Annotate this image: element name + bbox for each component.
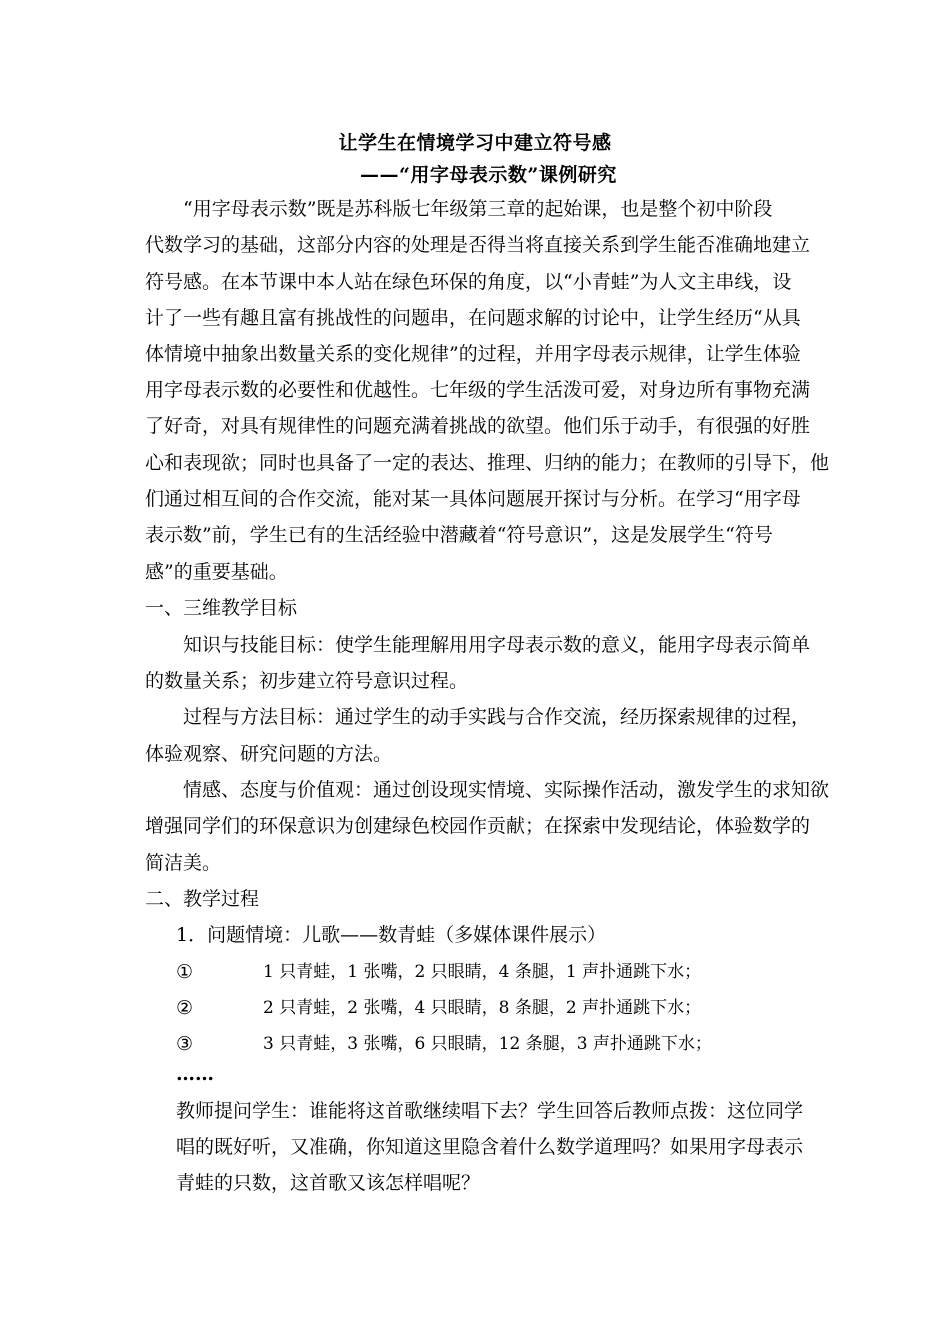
goal-knowledge-line: 的数量关系；初步建立符号意识过程。 (145, 670, 469, 692)
intro-line: 感”的重要基础。 (145, 561, 288, 583)
intro-line: 表示数”前，学生已有的生活经验中潜藏着“符号意识”，这是发展学生“符号 (145, 524, 773, 546)
verse-number: ① (176, 961, 194, 983)
intro-line: 计了一些有趣且富有挑战性的问题串，在问题求解的讨论中，让学生经历“从具 (145, 307, 801, 329)
goal-emotion-line: 情感、态度与价值观：通过创设现实情境、实际操作活动，激发学生的求知欲 (183, 779, 830, 801)
intro-line: 心和表现欲；同时也具备了一定的表达、推理、归纳的能力；在教师的引导下，他 (145, 452, 830, 474)
teacher-line: 唱的既好听，又准确，你知道这里隐含着什么数学道理吗？如果用字母表示 (176, 1136, 804, 1158)
verse-text: 2 只青蛙，2 张嘴，4 只眼睛，8 条腿，2 声扑通跳下水； (263, 998, 702, 1018)
goal-knowledge-line: 知识与技能目标：使学生能理解用用字母表示数的意义，能用字母表示简单 (183, 634, 811, 656)
goal-process-line: 过程与方法目标：通过学生的动手实践与合作交流，经历探索规律的过程， (183, 706, 811, 728)
intro-line: “用字母表示数”既是苏科版七年级第三章的起始课，也是整个初中阶段 (183, 198, 773, 220)
verse-number: ② (176, 997, 194, 1019)
goal-emotion-line: 简洁美。 (145, 852, 222, 874)
goal-process-line: 体验观察、研究问题的方法。 (145, 743, 393, 765)
document-title: 让学生在情境学习中建立符号感 (338, 132, 612, 154)
verse-text: 1 只青蛙，1 张嘴，2 只眼睛，4 条腿，1 声扑通跳下水； (263, 962, 702, 982)
section-heading: 一、三维教学目标 (145, 597, 298, 619)
intro-line: 代数学习的基础，这部分内容的处理是否得当将直接关系到学生能否准确地建立 (145, 234, 811, 256)
intro-line: 了好奇，对具有规律性的问题充满着挑战的欲望。他们乐于动手，有很强的好胜 (145, 415, 811, 437)
section-heading: 二、教学过程 (145, 888, 260, 910)
intro-line: 体情境中抽象出数量关系的变化规律”的过程，并用字母表示规律，让学生体验 (145, 343, 801, 365)
process-item: 1．问题情境：儿歌——数青蛙（多媒体课件展示） (176, 924, 607, 946)
intro-line: 用字母表示数的必要性和优越性。七年级的学生活泼可爱，对身边所有事物充满 (145, 379, 811, 401)
intro-line: 们通过相互间的合作交流，能对某一具体问题展开探讨与分析。在学习“用字母 (145, 488, 801, 510)
teacher-line: 教师提问学生：谁能将这首歌继续唱下去？学生回答后教师点拨：这位同学 (176, 1100, 804, 1122)
teacher-line: 青蛙的只数，这首歌又该怎样唱呢？ (176, 1172, 481, 1194)
document-subtitle: ——“用字母表示数”课例研究 (360, 164, 617, 186)
ellipsis: …… (176, 1063, 214, 1085)
verse-number: ③ (176, 1033, 194, 1055)
intro-line: 符号感。在本节课中本人站在绿色环保的角度，以“小青蛙”为人文主串线，设 (145, 271, 792, 293)
verse-text: 3 只青蛙，3 张嘴，6 只眼睛，12 条腿，3 声扑通跳下水； (263, 1034, 712, 1054)
goal-emotion-line: 增强同学们的环保意识为创建绿色校园作贡献；在探索中发现结论，体验数学的 (145, 815, 811, 837)
